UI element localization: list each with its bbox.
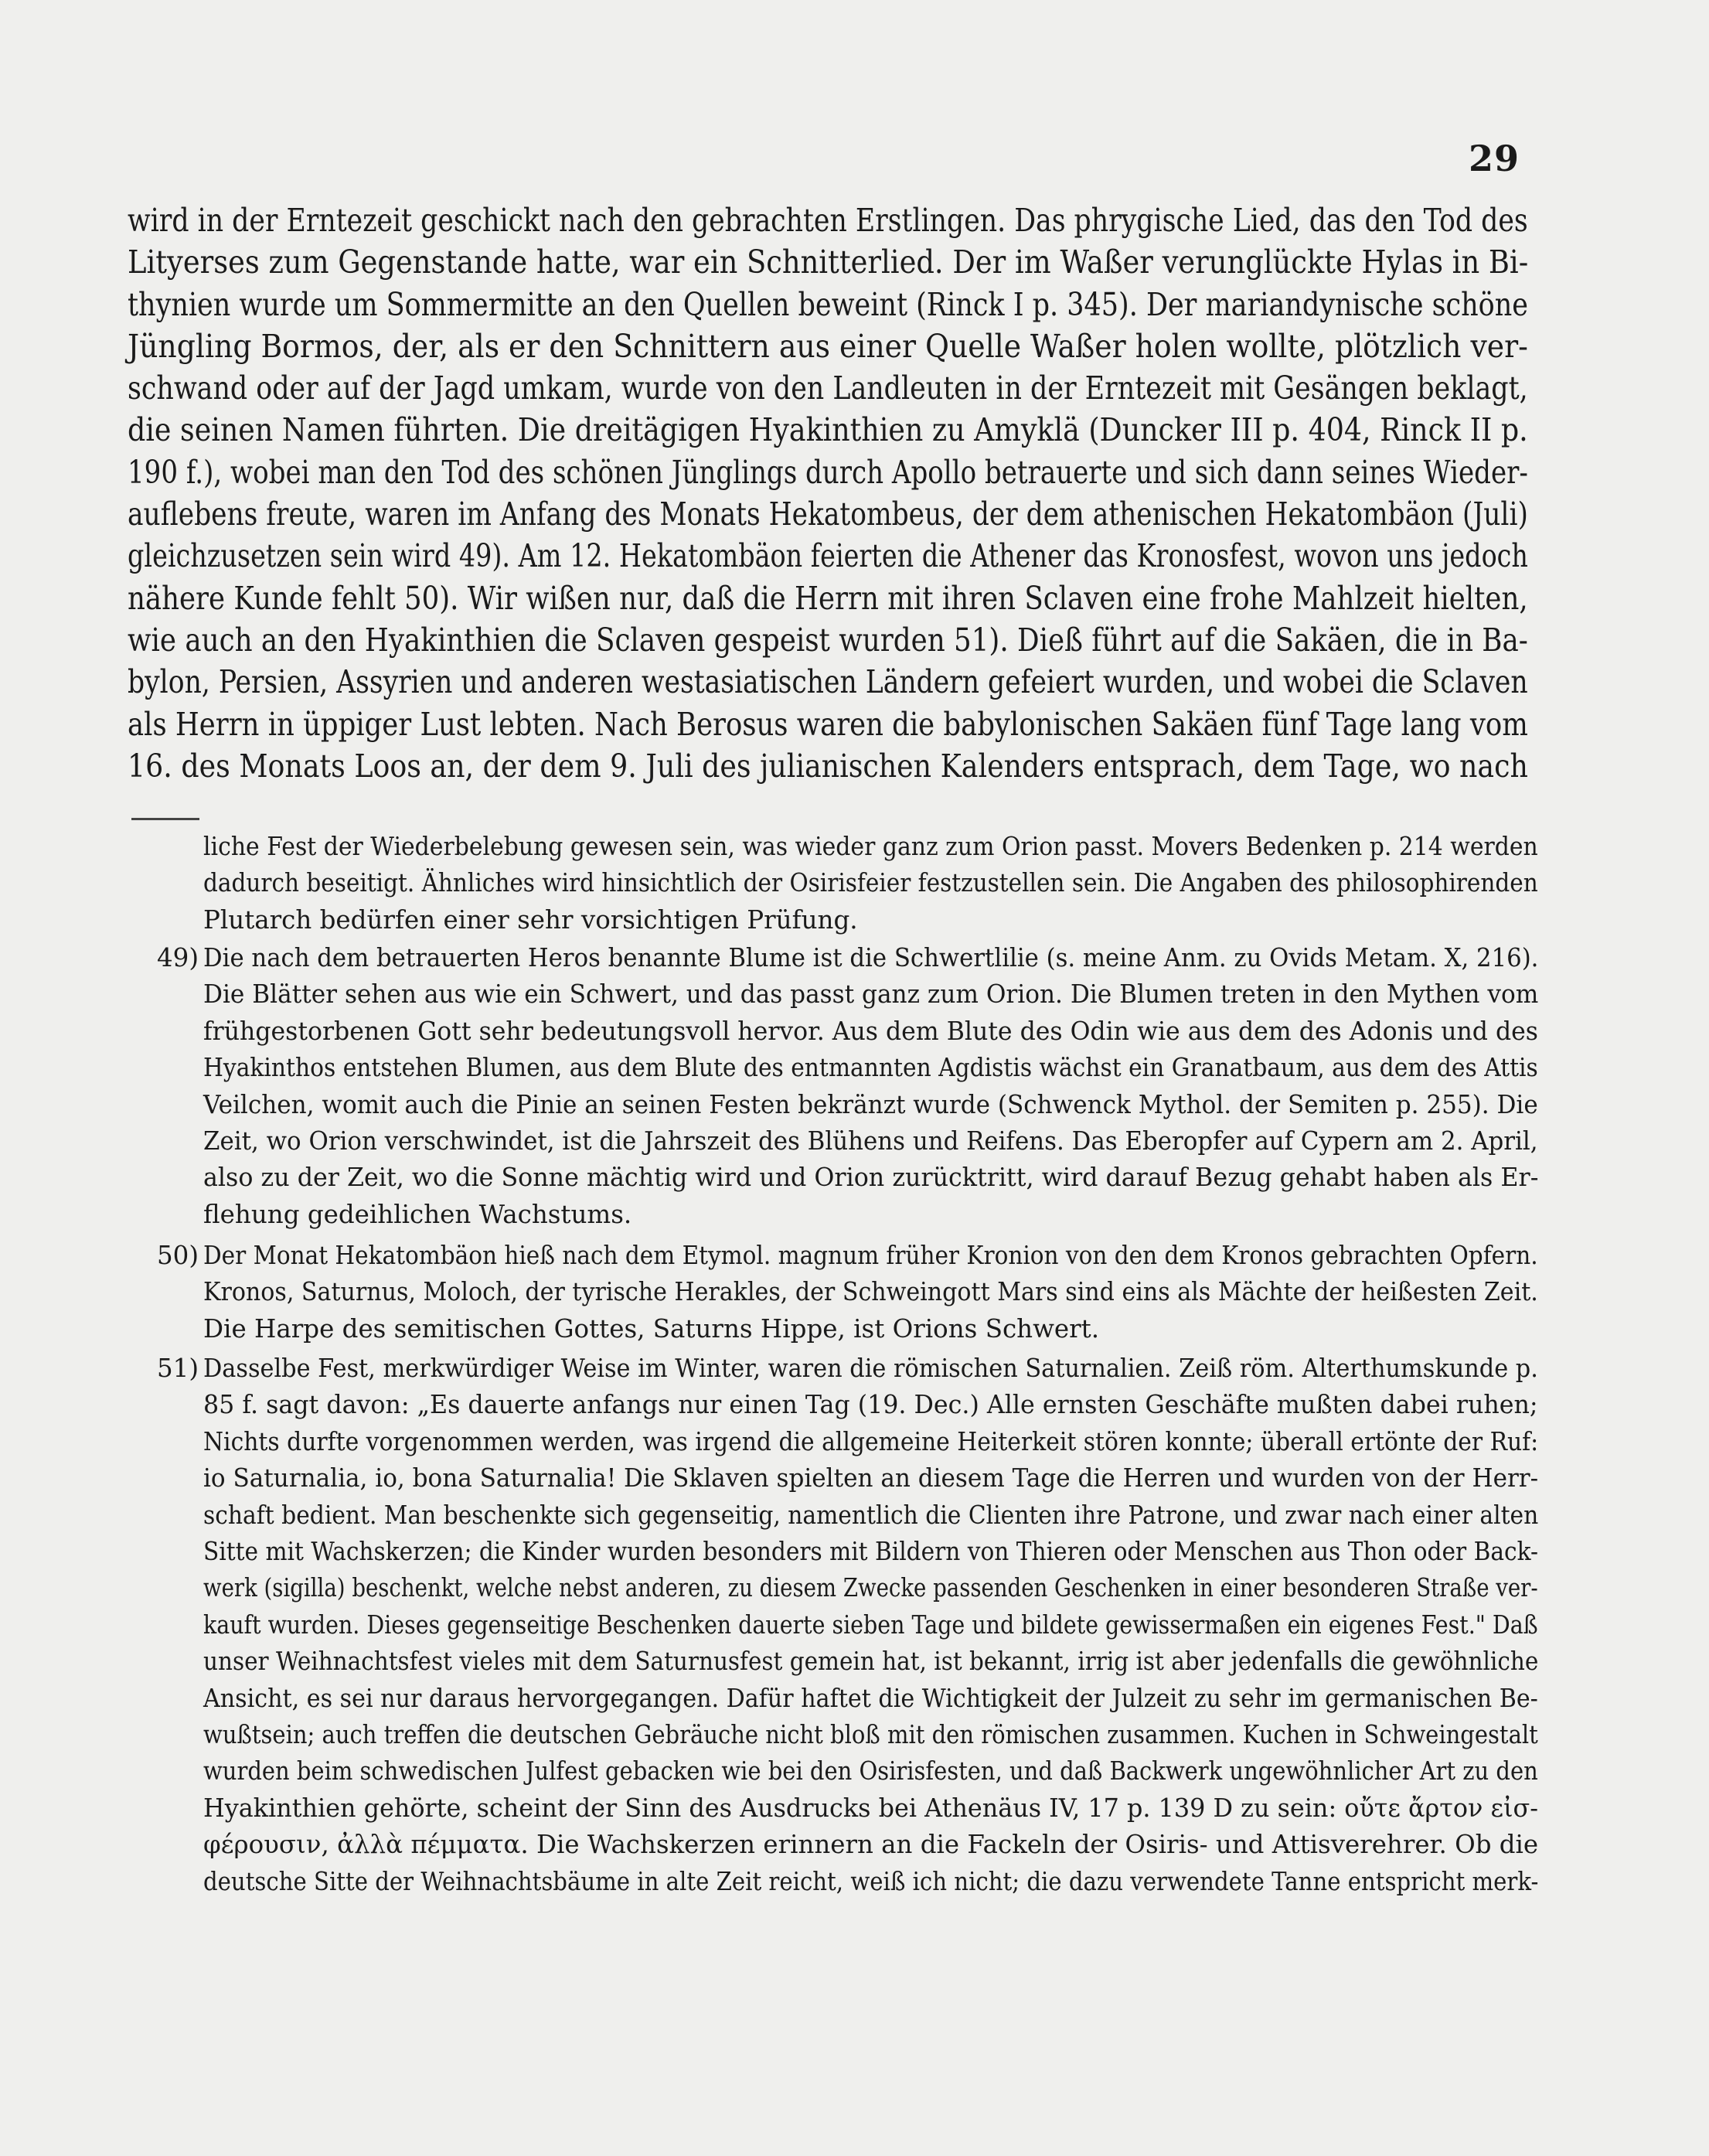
footnote-line: io Saturnalia, io, bona Saturnalia! Die Sklaven spielten an diesem Tage die Herren und wurden von der Herr- (203, 1463, 1539, 1494)
main-line: auflebens freute, waren im Anfang des Monats Hekatombeus, der dem athenischen Hekatombäon (Juli) (128, 496, 1528, 533)
footnote-divider (131, 818, 199, 820)
footnote-line: Hyakinthos entstehen Blumen, aus dem Blute des entmannten Agdistis wächst ein Granatbaum, aus dem des Attis (203, 1053, 1538, 1083)
footnote-line: unser Weihnachtsfest vieles mit dem Saturnusfest gemein hat, ist bekannt, irrig ist aber jedenfalls die gewöhnliche (203, 1647, 1539, 1677)
footnote-line: Plutarch bedürfen einer sehr vorsichtigen Prüfung. (203, 904, 858, 935)
footnote-line: Die nach dem betrauerten Heros benannte Blume ist die Schwertlilie (s. meine Anm. zu Ovids Metam. X, 216). (203, 943, 1539, 972)
footnote-line: dadurch beseitigt. Ähnliches wird hinsichtlich der Osirisfeier festzustellen sein. Die Angaben des philosophirenden (203, 868, 1538, 898)
main-line: wird in der Erntezeit geschickt nach den gebrachten Erstlingen. Das phrygische Lied, das den Tod des (128, 202, 1528, 239)
footnote-line: Nichts durfte vorgenommen werden, was irgend die allgemeine Heiterkeit stören konnte; überall ertönte der Ruf: (203, 1426, 1539, 1456)
footnote-line: Kronos, Saturnus, Moloch, der tyrische Herakles, der Schweingott Mars sind eins als Mächte der heißesten Zeit. (203, 1277, 1538, 1307)
footnote-line: wurden beim schwedischen Julfest gebacken wie bei den Osirisfesten, und daß Backwerk ungewöhnlicher Art zu den (203, 1756, 1538, 1786)
footnote-line: Der Monat Hekatombäon hieß nach dem Etymol. magnum früher Kronion von den dem Kronos gebrachten Opfern. (203, 1241, 1538, 1270)
main-line: 190 f.), wobei man den Tod des schönen Jünglings durch Apollo betrauerte und sich dann seines Wieder- (128, 453, 1528, 491)
footnote-line: Die Blätter sehen aus wie ein Schwert, und das passt ganz zum Orion. Die Blumen treten in den Mythen vom (203, 979, 1539, 1010)
main-line: gleichzusetzen sein wird 49). Am 12. Hekatombäon feierten die Athener das Kronosfest, wovon uns jedoch (128, 537, 1528, 575)
footnote-line: Veilchen, womit auch die Pinie an seinen Festen bekränzt wurde (Schwenck Mythol. der Semiten p. 255). Die (203, 1089, 1538, 1119)
footnote-line: kauft wurden. Dieses gegenseitige Beschenken dauerte sieben Tage und bildete gewissermaßen ein eigenes Fest." Daß (203, 1609, 1538, 1640)
main-line: 16. des Monats Loos an, der dem 9. Juli des julianischen Kalenders entsprach, dem Tage, wo nach (128, 747, 1528, 785)
main-line: schwand oder auf der Jagd umkam, wurde von den Landleuten in der Erntezeit mit Gesängen beklagt, (128, 370, 1528, 407)
footnote-line: liche Fest der Wiederbelebung gewesen sein, was wieder ganz zum Orion passt. Movers Bedenken p. 214 werden (203, 832, 1538, 861)
footnote-marker: 51) (157, 1354, 199, 1383)
footnote-line: Ansicht, es sei nur daraus hervorgegangen. Dafür haftet die Wichtigkeit der Julzeit zu sehr im germanischen Be- (203, 1683, 1538, 1713)
footnote-line: 85 f. sagt davon: „Es dauerte anfangs nur einen Tag (19. Dec.) Alle ernsten Geschäfte mußten dabei ruhen; (203, 1390, 1538, 1420)
footnote-continuation (158, 829, 1538, 938)
main-line: die seinen Namen führten. Die dreitägigen Hyakinthien zu Amyklä (Duncker III p. 404, Rinck II p. (128, 411, 1528, 449)
main-line: bylon, Persien, Assyrien und anderen westasiatischen Ländern gefeiert wurden, und wobei die Sclaven (128, 663, 1528, 701)
main-line: Jüngling Bormos, der, als er den Schnittern aus einer Quelle Waßer holen wollte, plötzlich ver- (128, 327, 1528, 365)
main-line: thynien wurde um Sommermitte an den Quellen beweint (Rinck I p. 345). Der mariandynische schöne (128, 285, 1528, 323)
main-line: nähere Kunde fehlt 50). Wir wißen nur, daß die Herrn mit ihren Sclaven eine frohe Mahlzeit hielten, (128, 579, 1528, 617)
footnote-marker: 49) (157, 943, 199, 972)
footnote-49 (158, 940, 1538, 1233)
footnote-line: Hyakinthien gehörte, scheint der Sinn des Ausdrucks bei Athenäus IV, 17 p. 139 D zu sein: οὔτε ἄρτον εἰσ- (203, 1793, 1538, 1823)
footnote-line: Die Harpe des semitischen Gottes, Saturns Hippe, ist Orions Schwert. (203, 1313, 1100, 1344)
main-text (128, 199, 1528, 787)
footnote-50 (158, 1238, 1538, 1347)
footnote-line: wußtsein; auch treffen die deutschen Gebräuche nicht bloß mit den römischen zusammen. Kuchen in Schweingestalt (203, 1720, 1538, 1750)
footnote-line: schaft bedient. Man beschenkte sich gegenseitig, namentlich die Clienten ihre Patrone, und zwar nach einer alten (203, 1500, 1539, 1530)
footnote-line: Zeit, wo Orion verschwindet, ist die Jahrszeit des Blühens und Reifens. Das Eberopfer auf Cypern am 2. April, (203, 1126, 1538, 1156)
footnote-line: Dasselbe Fest, merkwürdiger Weise im Winter, waren die römischen Saturnalien. Zeiß röm. Alterthumskunde p. (203, 1354, 1538, 1383)
main-line: wie auch an den Hyakinthien die Sclaven gespeist wurden 51). Dieß führt auf die Sakäen, die in Ba- (128, 621, 1528, 659)
footnote-line: flehung gedeihlichen Wachstums. (203, 1199, 632, 1229)
footnote-line: also zu der Zeit, wo die Sonne mächtig wird und Orion zurücktritt, wird darauf Bezug gehabt haben als Er- (203, 1163, 1539, 1193)
page-number: 29 (1469, 138, 1520, 179)
main-line: Lityerses zum Gegenstande hatte, war ein Schnitterlied. Der im Waßer verunglückte Hylas in Bi- (128, 244, 1529, 281)
footnote-line: φέρουσιν, ἀλλὰ πέμματα. Die Wachskerzen erinnern an die Fackeln der Osiris- und Attisverehrer. Ob die (203, 1830, 1539, 1860)
footnote-51 (158, 1350, 1538, 1900)
footnote-line: Sitte mit Wachskerzen; die Kinder wurden besonders mit Bildern von Thieren oder Menschen aus Thon oder Back- (203, 1537, 1538, 1567)
main-line: als Herrn in üppiger Lust lebten. Nach Berosus waren die babylonischen Sakäen fünf Tage lang vom (128, 705, 1528, 743)
footnote-line: frühgestorbenen Gott sehr bedeutungsvoll hervor. Aus dem Blute des Odin wie aus dem des Adonis und des (203, 1016, 1538, 1046)
footnote-line: deutsche Sitte der Weihnachtsbäume in alte Zeit reicht, weiß ich nicht; die dazu verwendete Tanne entspricht merk- (203, 1866, 1539, 1896)
footnote-marker: 50) (157, 1241, 199, 1270)
footnote-line: werk (sigilla) beschenkt, welche nebst anderen, zu diesem Zwecke passenden Geschenken in einer besonderen Straße ver- (203, 1573, 1538, 1603)
